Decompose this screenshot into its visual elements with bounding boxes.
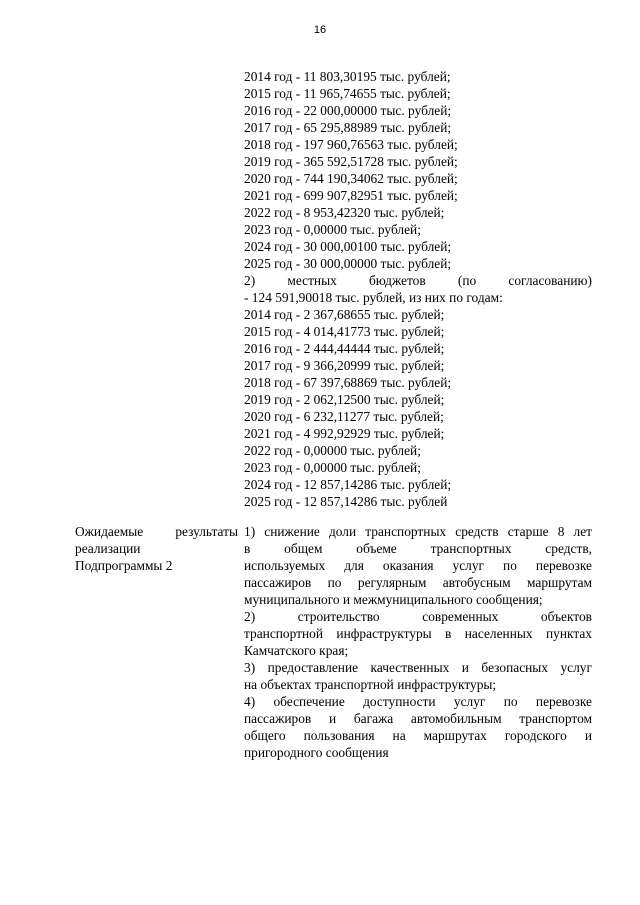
funding-line: 2021 год - 4 992,92929 тыс. рублей; bbox=[244, 426, 445, 441]
funding-by-year bbox=[244, 68, 592, 510]
results-description bbox=[244, 523, 592, 761]
funding-line: 2023 год - 0,00000 тыс. рублей; bbox=[244, 222, 421, 237]
results-line: в общем объеме транспортных средств, bbox=[244, 541, 592, 556]
results-line: используемых для оказания услуг по перевозке bbox=[244, 558, 592, 573]
results-label-line: реализации bbox=[75, 541, 141, 556]
results-line: пассажиров и багажа автомобильным транспортом bbox=[244, 711, 592, 726]
results-line: 4) обеспечение доступности услуг по перевозке bbox=[244, 694, 592, 709]
funding-line: 2025 год - 12 857,14286 тыс. рублей bbox=[244, 494, 448, 509]
results-line: Камчатского края; bbox=[244, 643, 349, 658]
funding-line: 2019 год - 365 592,51728 тыс. рублей; bbox=[244, 154, 458, 169]
funding-line: 2015 год - 4 014,41773 тыс. рублей; bbox=[244, 324, 445, 339]
funding-line: 2014 год - 2 367,68655 тыс. рублей; bbox=[244, 307, 445, 322]
results-label bbox=[75, 523, 238, 574]
results-line: 1) снижение доли транспортных средств старше 8 лет bbox=[244, 524, 592, 539]
funding-line: 2025 год - 30 000,00000 тыс. рублей; bbox=[244, 256, 452, 271]
results-line: 2) строительство современных объектов bbox=[244, 609, 592, 624]
funding-line: 2020 год - 744 190,34062 тыс. рублей; bbox=[244, 171, 458, 186]
funding-line: 2015 год - 11 965,74655 тыс. рублей; bbox=[244, 86, 451, 101]
funding-line: 2016 год - 2 444,44444 тыс. рублей; bbox=[244, 341, 445, 356]
local-budget-total: - 124 591,90018 тыс. рублей, из них по годам: bbox=[244, 290, 503, 305]
funding-line: 2016 год - 22 000,00000 тыс. рублей; bbox=[244, 103, 452, 118]
results-line: пассажиров по регулярным автобусным маршрутам bbox=[244, 575, 592, 590]
results-label-line: Подпрограммы 2 bbox=[75, 558, 173, 573]
results-line: муниципального и межмуниципального сообщения; bbox=[244, 592, 543, 607]
funding-line: 2024 год - 12 857,14286 тыс. рублей; bbox=[244, 477, 452, 492]
results-line: 3) предоставление качественных и безопасных услуг bbox=[244, 660, 592, 675]
results-line: пригородного сообщения bbox=[244, 745, 389, 760]
funding-line: 2017 год - 9 366,20999 тыс. рублей; bbox=[244, 358, 445, 373]
page-number: 16 bbox=[313, 24, 327, 36]
results-line: общего пользования на маршрутах городского и bbox=[244, 728, 592, 743]
funding-line: 2018 год - 197 960,76563 тыс. рублей; bbox=[244, 137, 458, 152]
funding-line: 2021 год - 699 907,82951 тыс. рублей; bbox=[244, 188, 458, 203]
results-line: на объектах транспортной инфраструктуры; bbox=[244, 677, 497, 692]
funding-line: 2023 год - 0,00000 тыс. рублей; bbox=[244, 460, 421, 475]
funding-line: 2019 год - 2 062,12500 тыс. рублей; bbox=[244, 392, 445, 407]
funding-line: 2024 год - 30 000,00100 тыс. рублей; bbox=[244, 239, 452, 254]
funding-line: 2018 год - 67 397,68869 тыс. рублей; bbox=[244, 375, 452, 390]
local-budget-heading: 2) местных бюджетов (по согласованию) bbox=[244, 273, 592, 288]
funding-line: 2014 год - 11 803,30195 тыс. рублей; bbox=[244, 69, 451, 84]
funding-line: 2022 год - 8 953,42320 тыс. рублей; bbox=[244, 205, 445, 220]
funding-line: 2020 год - 6 232,11277 тыс. рублей; bbox=[244, 409, 444, 424]
results-line: транспортной инфраструктуры в населенных пунктах bbox=[244, 626, 592, 641]
funding-line: 2017 год - 65 295,88989 тыс. рублей; bbox=[244, 120, 452, 135]
funding-line: 2022 год - 0,00000 тыс. рублей; bbox=[244, 443, 421, 458]
results-label-line: Ожидаемые результаты bbox=[75, 524, 238, 539]
